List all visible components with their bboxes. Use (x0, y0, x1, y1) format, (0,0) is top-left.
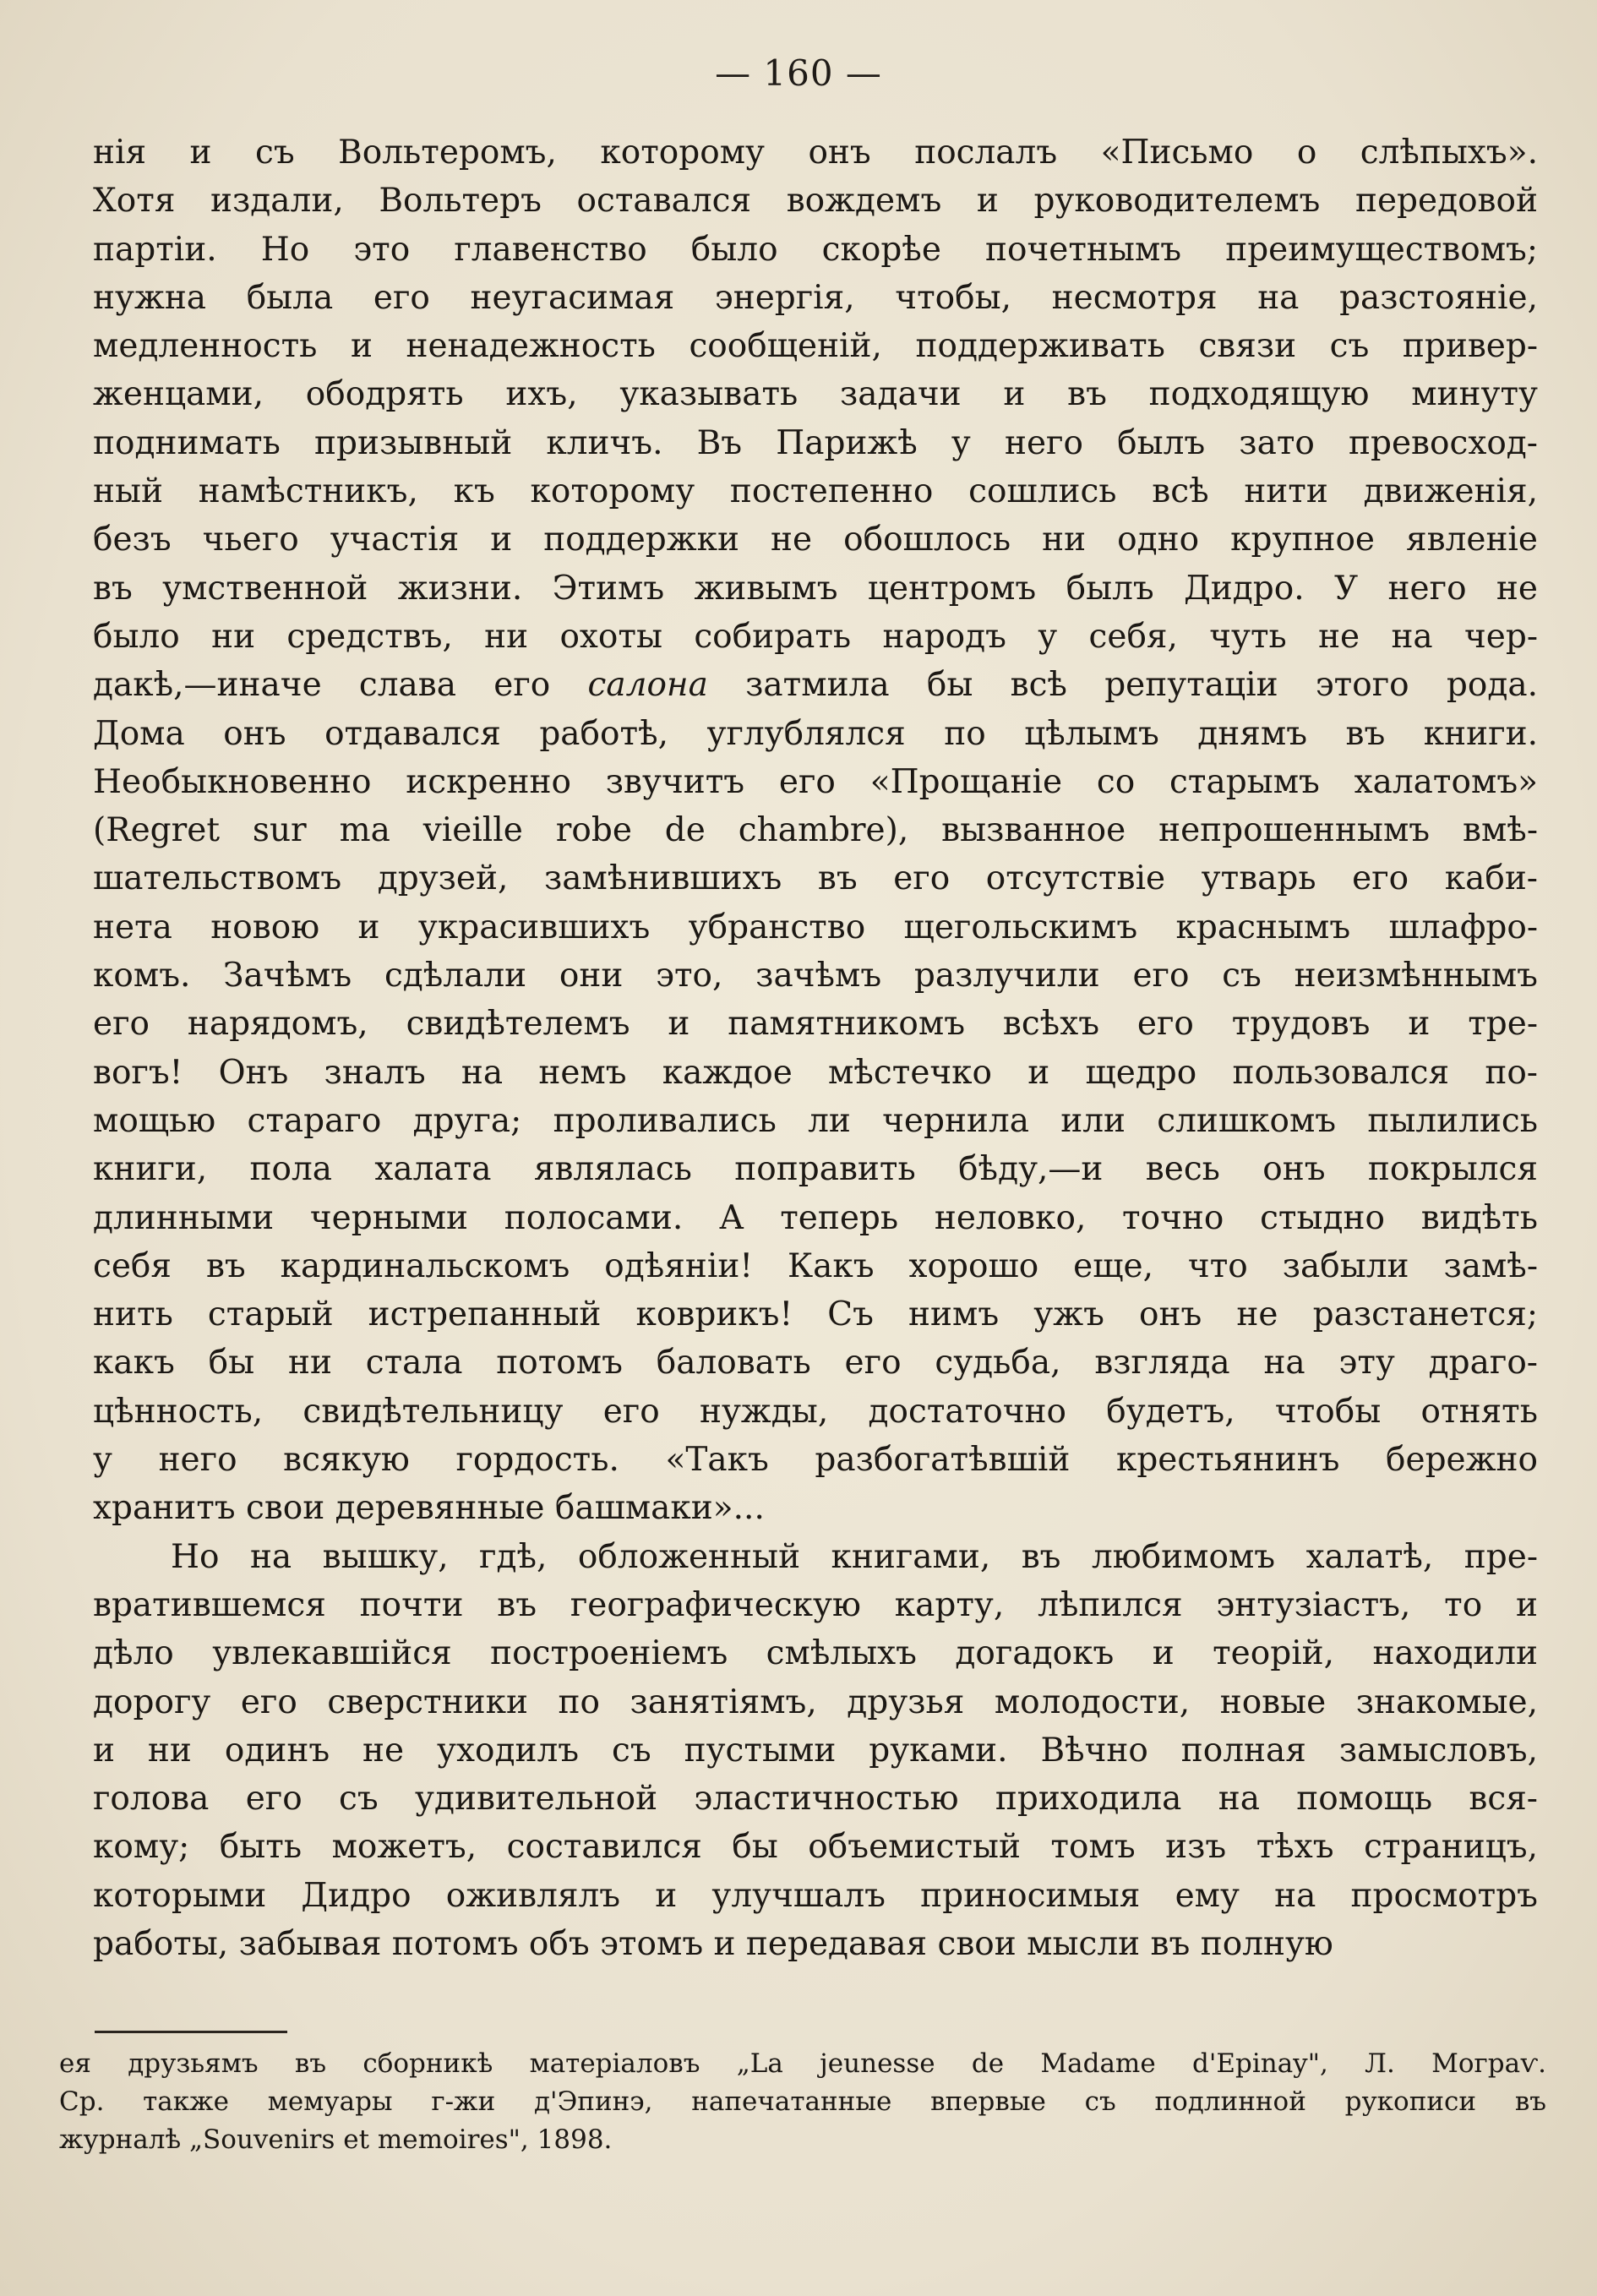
text-line: безъ чьего участія и поддержки не обошлось ни одно крупное явленіе (93, 521, 1538, 559)
footnote-line: журналѣ „Souvenirs et memoires", 1898. (59, 2124, 613, 2155)
text-line: Хотя издали, Вольтеръ оставался вождемъ и руководителемъ передовой (93, 182, 1538, 221)
text-line: нужна была его неугасимая энергія, чтобы, несмотря на разстояніе, (93, 278, 1538, 317)
text-line: работы, забывая потомъ объ этомъ и передавая свои мысли въ полную (93, 1924, 1333, 1963)
footnote-line: Ср. также мемуары г-жи д'Эпинэ, напечатанные впервые съ подлинной рукописи въ (59, 2086, 1546, 2117)
text-line: голова его съ удивительной эластичностью приходила на помощь вся- (93, 1780, 1538, 1819)
text-line: нія и съ Вольтеромъ, которому онъ послалъ «Письмо о слѣпыхъ». (93, 134, 1538, 172)
text-line: дѣло увлекавшійся построеніемъ смѣлыхъ догадокъ и теорій, находили (93, 1634, 1538, 1673)
text-line: кому; быть можетъ, составился бы объемистый томъ изъ тѣхъ страницъ, (93, 1828, 1538, 1867)
text-line: нить старый истрепанный коврикъ! Съ нимъ ужъ онъ не разстанется; (93, 1295, 1538, 1334)
emphasis: салона (587, 666, 708, 705)
text-line: Но на вышку, гдѣ, обложенный книгами, въ любимомъ халатѣ, пре- (171, 1537, 1538, 1576)
page-number: — 160 — (715, 52, 882, 94)
text-line: нета новою и украсившихъ убранство щегольскимъ краснымъ шлафро- (93, 908, 1538, 946)
text-line: (Regret sur ma vieille robe de chambre), вызванное непрошеннымъ вмѣ- (93, 811, 1538, 850)
footnote-line: ея друзьямъ въ сборникѣ матеріаловъ „La jeunesse de Madame d'Epinay", Л. Мограѵ. (59, 2048, 1546, 2079)
text-line: себя въ кардинальскомъ одѣяніи! Какъ хорошо еще, что забыли замѣ- (93, 1246, 1538, 1285)
text-line: которыми Дидро оживлялъ и улучшалъ приносимыя ему на просмотръ (93, 1876, 1538, 1915)
footnote-separator (95, 2031, 287, 2033)
text-line: шательствомъ друзей, замѣнившихъ въ его отсутствіе утварь его каби- (93, 859, 1538, 898)
text-line: Дома онъ отдавался работѣ, углублялся по цѣлымъ днямъ въ книги. (93, 714, 1538, 753)
text-line: вогъ! Онъ зналъ на немъ каждое мѣстечко и щедро пользовался по- (93, 1053, 1538, 1092)
text-line: вратившемся почти въ географическую карту, лѣпился энтузіастъ, то и (93, 1585, 1538, 1624)
main-text (93, 128, 1538, 1968)
text-line: было ни средствъ, ни охоты собирать народъ у себя, чуть не на чер- (93, 617, 1538, 656)
text-line: въ умственной жизни. Этимъ живымъ центромъ былъ Дидро. У него не (93, 569, 1538, 608)
text-line: книги, пола халата являлась поправить бѣду,—и весь онъ покрылся (93, 1150, 1538, 1189)
text-line: хранитъ свои деревянные башмаки»... (93, 1489, 765, 1528)
text-line: женцами, ободрять ихъ, указывать задачи и въ подходящую минуту (93, 375, 1538, 414)
text-line: мощью стараго друга; проливались ли чернила или слишкомъ пылились (93, 1101, 1538, 1140)
footnote (59, 2045, 1546, 2159)
text-line: у него всякую гордость. «Такъ разбогатѣвшій крестьянинъ бережно (93, 1441, 1538, 1480)
text-line: и ни одинъ не уходилъ съ пустыми руками. Вѣчно полная замысловъ, (93, 1731, 1538, 1770)
text-line: поднимать призывный кличъ. Въ Парижѣ у него былъ зато превосход- (93, 423, 1538, 462)
text-line: дакѣ,—иначе слава его салона затмила бы всѣ репутаціи этого рода. (93, 666, 1538, 705)
text-line: цѣнность, свидѣтельницу его нужды, достаточно будетъ, чтобы отнять (93, 1392, 1538, 1431)
text-line: ный намѣстникъ, къ которому постепенно сошлись всѣ нити движенія, (93, 472, 1538, 511)
text-line: длинными черными полосами. А теперь неловко, точно стыдно видѣть (93, 1198, 1538, 1237)
text-line: дорогу его сверстники по занятіямъ, друзья молодости, новые знакомые, (93, 1682, 1538, 1721)
text-line: его нарядомъ, свидѣтелемъ и памятникомъ всѣхъ его трудовъ и тре- (93, 1005, 1538, 1044)
text-line: комъ. Зачѣмъ сдѣлали они это, зачѣмъ разлучили его съ неизмѣннымъ (93, 957, 1538, 995)
text-line: какъ бы ни стала потомъ баловать его судьба, взгляда на эту драго- (93, 1344, 1538, 1383)
text-line: партіи. Но это главенство было скорѣе почетнымъ преимуществомъ; (93, 230, 1538, 269)
text-line: медленность и ненадежность сообщеній, поддерживать связи съ привер- (93, 327, 1538, 366)
text-line: Необыкновенно искренно звучитъ его «Прощаніе со старымъ халатомъ» (93, 762, 1538, 801)
